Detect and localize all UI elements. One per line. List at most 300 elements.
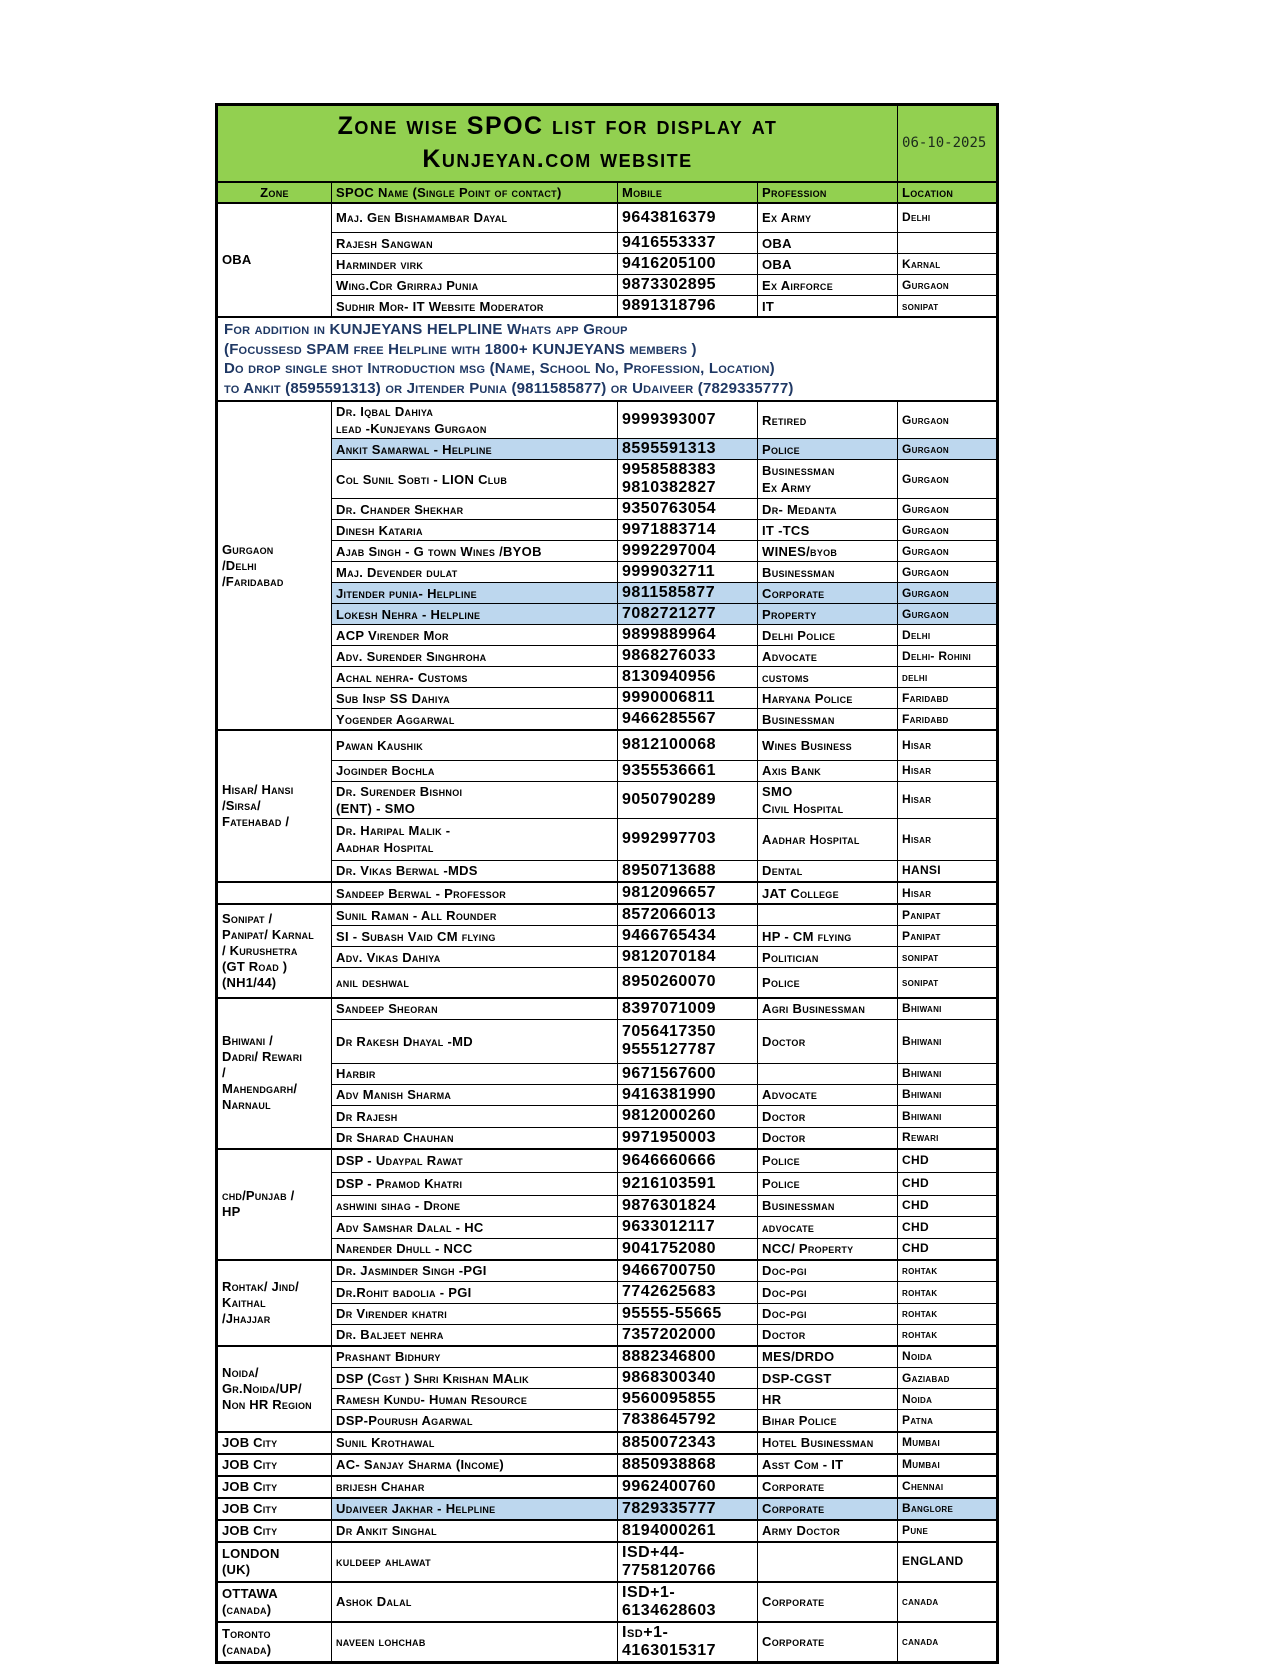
mobile-cell: 9971950003 [618, 1127, 758, 1149]
spoc-row [217, 1195, 998, 1216]
profession-cell: Advocate [758, 646, 898, 667]
spoc-name-cell: Joginder Bochla [332, 760, 618, 781]
spoc-name-cell: Sudhir Mor- IT Website Moderator [332, 296, 618, 318]
spoc-name-cell: ashwini sihag - Drone [332, 1195, 618, 1216]
mobile-cell: 9350763054 [618, 499, 758, 520]
mobile-cell: 7838645792 [618, 1410, 758, 1432]
location-cell: Hisar [898, 882, 998, 904]
location-cell: Panipat [898, 904, 998, 926]
spoc-name-cell: Sub Insp SS Dahiya [332, 688, 618, 709]
zone-label-line: JOB City [222, 1434, 278, 1450]
spoc-name-cell: Harminder virk [332, 254, 618, 275]
zone-label-line: JOB City [222, 1522, 278, 1538]
mobile-cell: 9812000260 [618, 1105, 758, 1127]
location-cell: Gurgaon [898, 401, 998, 439]
zone-label-line: /Sirsa/ [222, 798, 261, 813]
location-cell: Bhiwani [898, 1019, 998, 1063]
spoc-row [217, 688, 998, 709]
spoc-name-cell: brijesh Chahar [332, 1476, 618, 1498]
mobile-cell: 8882346800 [618, 1346, 758, 1368]
profession-cell: Corporate [758, 1582, 898, 1622]
location-cell: canada [898, 1582, 998, 1622]
profession-cell: Doctor [758, 1019, 898, 1063]
zone-label-line: /Jhajjar [222, 1310, 271, 1326]
profession-cell: Corporate [758, 1476, 898, 1498]
profession-cell: Businessman Ex Army [758, 460, 898, 499]
mobile-cell: 7082721277 [618, 604, 758, 625]
location-cell: canada [898, 1622, 998, 1663]
zone-label-line: LONDON [222, 1545, 280, 1561]
mobile-cell: 9992297004 [618, 541, 758, 562]
spoc-row [217, 1389, 998, 1410]
spoc-name-cell: Ashok Dalal [332, 1582, 618, 1622]
zone-cell [217, 1622, 332, 1663]
zone-cell [217, 1542, 332, 1582]
zone-label-line: (NH1/44) [222, 974, 277, 990]
zone-label-line: Dadri/ Rewari [222, 1049, 303, 1065]
spoc-name-cell: Dr Sharad Chauhan [332, 1127, 618, 1149]
location-cell: Faridabd [898, 709, 998, 731]
mobile-cell: 9355536661 [618, 760, 758, 781]
profession-cell [758, 1063, 898, 1084]
spoc-row [217, 1105, 998, 1127]
profession-cell: Police [758, 1172, 898, 1195]
column-header-profession: Profession [758, 182, 898, 203]
spoc-row [217, 818, 998, 860]
location-cell: Banglore [898, 1498, 998, 1520]
helpline-note-line: Do drop single shot Introduction msg (Name, School No, Profession, Location) [224, 360, 775, 377]
spoc-name-cell: Dr. Iqbal Dahiya lead -Kunjeyans Gurgaon [332, 401, 618, 439]
spoc-row [217, 646, 998, 667]
zone-cell [217, 203, 332, 318]
spoc-row [217, 781, 998, 818]
location-cell: Gurgaon [898, 562, 998, 583]
spoc-row [217, 1324, 998, 1346]
mobile-cell: 7357202000 [618, 1324, 758, 1346]
profession-cell: IT [758, 296, 898, 318]
profession-cell: MES/DRDO [758, 1346, 898, 1368]
mobile-cell: 9958588383 9810382827 [618, 460, 758, 499]
spoc-row [217, 1582, 998, 1622]
spoc-row [217, 1432, 998, 1454]
profession-cell: Aadhar Hospital [758, 818, 898, 860]
spoc-row [217, 1303, 998, 1324]
mobile-cell: 9990006811 [618, 688, 758, 709]
spoc-row [217, 1520, 998, 1542]
spoc-name-cell: Prashant Bidhury [332, 1346, 618, 1368]
mobile-cell: 9812100068 [618, 730, 758, 760]
profession-cell: Property [758, 604, 898, 625]
mobile-cell: 8595591313 [618, 439, 758, 460]
spoc-name-cell: Maj. Devender dulat [332, 562, 618, 583]
mobile-cell: 7742625683 [618, 1281, 758, 1303]
page-title-line1: Zone wise SPOC list for display at [337, 112, 778, 141]
mobile-cell: 9992997703 [618, 818, 758, 860]
zone-cell [217, 1454, 332, 1476]
zone-label-line: JOB City [222, 1478, 278, 1494]
profession-cell: IT -TCS [758, 520, 898, 541]
location-cell: Karnal [898, 254, 998, 275]
zone-label-line: Toronto [222, 1625, 271, 1641]
spoc-name-cell: Maj. Gen Bishamambar Dayal [332, 203, 618, 233]
mobile-cell: 9633012117 [618, 1216, 758, 1238]
mobile-cell: 7056417350 9555127787 [618, 1019, 758, 1063]
spoc-name-cell: Pawan Kaushik [332, 730, 618, 760]
spoc-name-cell: Dr. Baljeet nehra [332, 1324, 618, 1346]
zone-label-line: Non HR Region [222, 1396, 312, 1412]
profession-cell: Police [758, 968, 898, 998]
column-header-spoc-name: SPOC Name (Single Point of contact) [332, 182, 618, 203]
mobile-cell: 8194000261 [618, 1520, 758, 1542]
spoc-row [217, 254, 998, 275]
mobile-cell: 9891318796 [618, 296, 758, 318]
location-cell: Bhiwani [898, 1105, 998, 1127]
zone-label-line: Sonipat / [222, 910, 273, 926]
spoc-row [217, 1238, 998, 1260]
profession-cell: Army Doctor [758, 1520, 898, 1542]
spoc-name-cell: AC- Sanjay Sharma (Income) [332, 1454, 618, 1476]
profession-cell: SMO Civil Hospital [758, 781, 898, 818]
zone-label-line: Rohtak/ Jind/ [222, 1278, 299, 1294]
spoc-row [217, 1476, 998, 1498]
location-cell: CHD [898, 1238, 998, 1260]
spoc-name-cell: Harbir [332, 1063, 618, 1084]
spoc-row [217, 947, 998, 968]
location-cell: Pune [898, 1520, 998, 1542]
location-cell: sonipat [898, 968, 998, 998]
spoc-row [217, 1498, 998, 1520]
mobile-cell: 9868276033 [618, 646, 758, 667]
zone-cell [217, 1149, 332, 1260]
mobile-cell: 8572066013 [618, 904, 758, 926]
zone-cell [217, 998, 332, 1150]
spoc-row [217, 1172, 998, 1195]
location-cell: Noida [898, 1389, 998, 1410]
location-cell: sonipat [898, 296, 998, 318]
spoc-row [217, 296, 998, 318]
spoc-name-cell: Narender Dhull - NCC [332, 1238, 618, 1260]
profession-cell: Haryana Police [758, 688, 898, 709]
spoc-name-cell: DSP - Pramod Khatri [332, 1172, 618, 1195]
mobile-cell: 8850072343 [618, 1432, 758, 1454]
date-cell: 06-10-2025 [898, 105, 998, 182]
helpline-note-line: (Focussesd SPAM free Helpline with 1800+ KUNJEYANS members ) [224, 340, 697, 358]
zone-label-line: JOB City [222, 1456, 278, 1472]
mobile-cell: 9466285567 [618, 709, 758, 731]
mobile-cell: 9416381990 [618, 1084, 758, 1105]
zone-label-line: (UK) [222, 1561, 251, 1577]
location-cell: Gurgaon [898, 520, 998, 541]
page-title-line2: Kunjeyan.com website [422, 145, 693, 174]
zone-cell [217, 1260, 332, 1346]
profession-cell: Hotel Businessman [758, 1432, 898, 1454]
spoc-row [217, 604, 998, 625]
spoc-name-cell: Adv. Vikas Dahiya [332, 947, 618, 968]
column-header-location: Location [898, 182, 998, 203]
profession-cell: HP - CM flying [758, 926, 898, 947]
spoc-name-cell: kuldeep ahlawat [332, 1542, 618, 1582]
location-cell: Noida [898, 1346, 998, 1368]
profession-cell: Wines Business [758, 730, 898, 760]
mobile-cell: 9466700750 [618, 1260, 758, 1282]
profession-cell: Doc-pgi [758, 1260, 898, 1282]
location-cell: rohtak [898, 1303, 998, 1324]
profession-cell: Bihar Police [758, 1410, 898, 1432]
spoc-row [217, 562, 998, 583]
zone-label-line: Panipat/ Karnal [222, 926, 314, 942]
spoc-row [217, 460, 998, 499]
location-cell: rohtak [898, 1281, 998, 1303]
spoc-name-cell: SI - Subash Vaid CM flying [332, 926, 618, 947]
location-cell: Mumbai [898, 1432, 998, 1454]
profession-cell: HR [758, 1389, 898, 1410]
mobile-cell: 9873302895 [618, 275, 758, 296]
location-cell: Hisar [898, 760, 998, 781]
column-header-zone: Zone [217, 182, 332, 203]
spoc-table [215, 103, 999, 1664]
spoc-name-cell: Adv Samshar Dalal - HC [332, 1216, 618, 1238]
location-cell: CHD [898, 1172, 998, 1195]
spoc-name-cell: Dr Rakesh Dhayal -MD [332, 1019, 618, 1063]
location-cell: Delhi [898, 625, 998, 646]
profession-cell: Corporate [758, 1498, 898, 1520]
spoc-name-cell: Dr Ankit Singhal [332, 1520, 618, 1542]
column-header-row [217, 182, 998, 203]
location-cell: CHD [898, 1216, 998, 1238]
spoc-row [217, 439, 998, 460]
spoc-name-cell: Sandeep Sheoran [332, 998, 618, 1020]
location-cell: Gaziabad [898, 1368, 998, 1389]
profession-cell: Doc-pgi [758, 1303, 898, 1324]
spoc-row [217, 1281, 998, 1303]
zone-label-line: (canada) [222, 1601, 272, 1617]
spoc-name-cell: Sunil Raman - All Rounder [332, 904, 618, 926]
spoc-row [217, 968, 998, 998]
zone-cell [217, 1346, 332, 1432]
spoc-row [217, 1063, 998, 1084]
location-cell: Gurgaon [898, 460, 998, 499]
mobile-cell: 9643816379 [618, 203, 758, 233]
zone-label-line: /Faridabad [222, 573, 284, 589]
location-cell: CHD [898, 1195, 998, 1216]
spoc-name-cell: Adv. Surender Singhroha [332, 646, 618, 667]
zone-cell [217, 1582, 332, 1622]
zone-label-line: (canada) [222, 1641, 272, 1657]
spoc-row [217, 1346, 998, 1368]
spoc-row [217, 233, 998, 254]
profession-cell [758, 904, 898, 926]
zone-label-line: Fatehabad / [222, 814, 290, 829]
profession-cell: Police [758, 439, 898, 460]
zone-label-line: / Kurushetra [222, 942, 298, 958]
profession-cell: Dr- Medanta [758, 499, 898, 520]
mobile-cell: 9868300340 [618, 1368, 758, 1389]
title-row [217, 105, 998, 182]
zone-label-line: (GT Road ) [222, 958, 288, 974]
spoc-row [217, 541, 998, 562]
spoc-row [217, 1216, 998, 1238]
spoc-name-cell: Col Sunil Sobti - LION Club [332, 460, 618, 499]
spoc-row [217, 998, 998, 1020]
location-cell: CHD [898, 1149, 998, 1172]
profession-cell: Corporate [758, 1622, 898, 1663]
mobile-cell: 8397071009 [618, 998, 758, 1020]
profession-cell: Delhi Police [758, 625, 898, 646]
mobile-cell: 9671567600 [618, 1063, 758, 1084]
spoc-name-cell: anil deshwal [332, 968, 618, 998]
spoc-name-cell: Ajab Singh - G town Wines /BYOB [332, 541, 618, 562]
spoc-name-cell: DSP (Cgst ) Shri Krishan MAlik [332, 1368, 618, 1389]
zone-cell [217, 1432, 332, 1454]
spoc-name-cell: Ankit Samarwal - Helpline [332, 439, 618, 460]
spoc-name-cell: Achal nehra- Customs [332, 667, 618, 688]
location-cell: sonipat [898, 947, 998, 968]
spoc-row [217, 760, 998, 781]
mobile-cell: Isd+1- 4163015317 [618, 1622, 758, 1663]
zone-label-line: /Delhi [222, 557, 257, 573]
mobile-cell: 8950260070 [618, 968, 758, 998]
profession-cell: Politician [758, 947, 898, 968]
location-cell: Gurgaon [898, 275, 998, 296]
mobile-cell: 9050790289 [618, 781, 758, 818]
spoc-name-cell: Dr. Jasminder Singh -PGI [332, 1260, 618, 1282]
zone-label-line: OBA [222, 251, 252, 267]
zone-cell [217, 904, 332, 998]
spoc-name-cell: DSP-Pourush Agarwal [332, 1410, 618, 1432]
spoc-name-cell: ACP Virender Mor [332, 625, 618, 646]
profession-cell: Police [758, 1149, 898, 1172]
spoc-name-cell: Sunil Krothawal [332, 1432, 618, 1454]
spoc-row [217, 1542, 998, 1582]
spoc-row [217, 520, 998, 541]
zone-cell [217, 882, 332, 904]
zone-label-line: Noida/ [222, 1364, 259, 1380]
spoc-row [217, 583, 998, 604]
spoc-row [217, 1410, 998, 1432]
spoc-row [217, 499, 998, 520]
location-cell: Patna [898, 1410, 998, 1432]
mobile-cell: 9416205100 [618, 254, 758, 275]
profession-cell: Axis Bank [758, 760, 898, 781]
location-cell: Panipat [898, 926, 998, 947]
spoc-name-cell: Rajesh Sangwan [332, 233, 618, 254]
zone-label-line: Hisar/ Hansi [222, 782, 294, 797]
mobile-cell: 8950713688 [618, 860, 758, 882]
location-cell: Hisar [898, 781, 998, 818]
profession-cell: Retired [758, 401, 898, 439]
zone-cell [217, 730, 332, 882]
spoc-row [217, 1149, 998, 1172]
spoc-row [217, 275, 998, 296]
zone-label-line: Mahendgarh/ [222, 1081, 298, 1097]
mobile-cell: 9876301824 [618, 1195, 758, 1216]
spoc-row [217, 625, 998, 646]
zone-label-line: / [222, 1065, 226, 1081]
location-cell: Gurgaon [898, 541, 998, 562]
mobile-cell: 9041752080 [618, 1238, 758, 1260]
mobile-cell: 9216103591 [618, 1172, 758, 1195]
spoc-row [217, 1084, 998, 1105]
profession-cell: Doc-pgi [758, 1281, 898, 1303]
zone-cell [217, 401, 332, 730]
profession-cell: OBA [758, 233, 898, 254]
location-cell: HANSI [898, 860, 998, 882]
spoc-row [217, 926, 998, 947]
zone-label-line: Bhiwani / [222, 1033, 273, 1049]
spoc-row [217, 1622, 998, 1663]
spoc-row [217, 1368, 998, 1389]
mobile-cell: 9812070184 [618, 947, 758, 968]
profession-cell: Doctor [758, 1324, 898, 1346]
mobile-cell: 95555-55665 [618, 1303, 758, 1324]
profession-cell: WINES/byob [758, 541, 898, 562]
profession-cell: Doctor [758, 1127, 898, 1149]
profession-cell: NCC/ Property [758, 1238, 898, 1260]
mobile-cell: 9971883714 [618, 520, 758, 541]
location-cell: Bhiwani [898, 998, 998, 1020]
zone-label-line: chd/Punjab / [222, 1188, 295, 1204]
mobile-cell: 8130940956 [618, 667, 758, 688]
location-cell: Hisar [898, 730, 998, 760]
location-cell: Gurgaon [898, 439, 998, 460]
helpline-note-row [217, 317, 998, 401]
location-cell: Gurgaon [898, 583, 998, 604]
location-cell: ENGLAND [898, 1542, 998, 1582]
zone-label-line: Narnaul [222, 1097, 271, 1113]
zone-label-line: OTTAWA [222, 1585, 278, 1601]
helpline-note-line: For addition in KUNJEYANS HELPLINE Whats app Group [224, 321, 628, 338]
profession-cell [758, 1542, 898, 1582]
location-cell: Delhi- Rohini [898, 646, 998, 667]
location-cell: Hisar [898, 818, 998, 860]
location-cell: Mumbai [898, 1454, 998, 1476]
spoc-row [217, 730, 998, 760]
location-cell: rohtak [898, 1324, 998, 1346]
spoc-name-cell: Yogender Aggarwal [332, 709, 618, 731]
spoc-name-cell: Dr.Rohit badolia - PGI [332, 1281, 618, 1303]
spoc-name-cell: Ramesh Kundu- Human Resource [332, 1389, 618, 1410]
profession-cell: Ex Army [758, 203, 898, 233]
location-cell: rohtak [898, 1260, 998, 1282]
location-cell: Delhi [898, 203, 998, 233]
mobile-cell: 8850938868 [618, 1454, 758, 1476]
spoc-row [217, 904, 998, 926]
profession-cell: Asst Com - IT [758, 1454, 898, 1476]
zone-cell [217, 1498, 332, 1520]
spoc-name-cell: Sandeep Berwal - Professor [332, 882, 618, 904]
spoc-name-cell: Dr. Chander Shekhar [332, 499, 618, 520]
profession-cell: Businessman [758, 709, 898, 731]
spoc-name-cell: Dr. Haripal Malik - Aadhar Hospital [332, 818, 618, 860]
mobile-cell: 9416553337 [618, 233, 758, 254]
spoc-name-cell: naveen lohchab [332, 1622, 618, 1663]
location-cell: delhi [898, 667, 998, 688]
mobile-cell: 9999393007 [618, 401, 758, 439]
zone-label-line: Gr.Noida/UP/ [222, 1380, 302, 1396]
profession-cell: customs [758, 667, 898, 688]
mobile-cell: 9646660666 [618, 1149, 758, 1172]
page-title [217, 105, 898, 182]
mobile-cell: ISD+44- 7758120766 [618, 1542, 758, 1582]
location-cell: Gurgaon [898, 499, 998, 520]
spoc-row [217, 1127, 998, 1149]
spoc-name-cell: Dr Rajesh [332, 1105, 618, 1127]
zone-label-line: JOB City [222, 1500, 278, 1516]
location-cell: Rewari [898, 1127, 998, 1149]
profession-cell: JAT College [758, 882, 898, 904]
zone-label-line: Kaithal [222, 1294, 266, 1310]
helpline-note-line: to Ankit (8595591313) or Jitender Punia (9811585877) or Udaiveer (7829335777) [224, 379, 794, 397]
